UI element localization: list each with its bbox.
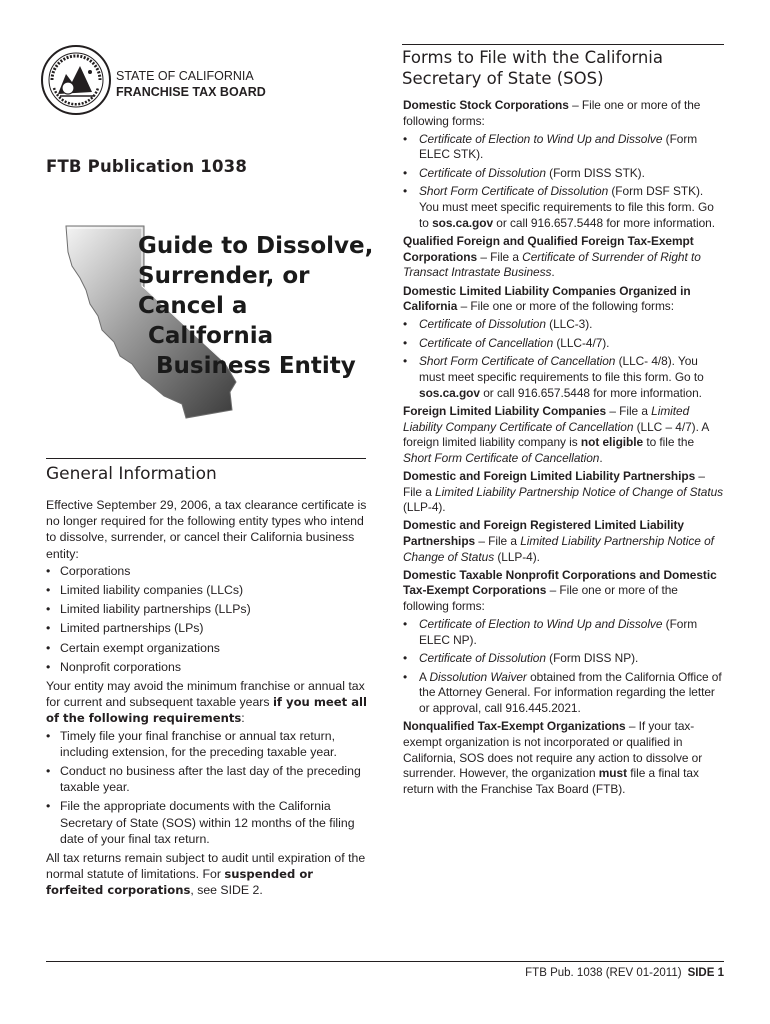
text-run: : <box>241 711 245 726</box>
general-info-body <box>46 497 368 899</box>
np-form-list <box>403 617 725 717</box>
entity-heading: Domestic Taxable Nonprofit Corporations and Domestic Tax-Exempt Corporations <box>403 567 717 598</box>
text-run: obtained from the California Office of the Attorney General. For information regarding the letter or approval, call 916.445.2021. <box>419 669 722 715</box>
emphasis-text: suspended or forfeited corporations <box>46 867 314 898</box>
general-intro: Effective September 29, 2006, a tax clearance certificate is no longer required for the following entity types who intend to dissolve, surrender, or cancel their California business entity: <box>46 498 367 561</box>
text-run: – File a <box>475 533 521 548</box>
text-run: . <box>551 265 555 280</box>
section-rule <box>46 458 366 459</box>
entity-heading: Qualified Foreign and Qualified Foreign Tax-Exempt Corporations <box>403 234 694 264</box>
agency-state: STATE OF CALIFORNIA <box>116 69 254 83</box>
page-footer <box>525 967 724 979</box>
california-seal-icon <box>40 44 112 116</box>
text-run: – File one or more of the following forms: <box>457 299 674 314</box>
title-line: Cancel a <box>138 293 248 319</box>
text-run: (LLC- 4/8). You must meet specific requirements to file this form. Go to <box>419 354 704 384</box>
text-run: (LLC-3). <box>545 317 593 332</box>
entity-heading: Nonqualified Tax-Exempt Organizations <box>403 719 626 734</box>
rllp-paragraph <box>403 518 725 565</box>
form-name: Certificate of Surrender of Right to Transact Intrastate Business <box>403 249 701 280</box>
text-run: – File one or more of the following forms: <box>403 98 701 128</box>
form-name: Short Form Certificate of Cancellation <box>419 354 616 369</box>
form-name: Dissolution Waiver <box>429 669 527 684</box>
requirement-list <box>46 728 368 847</box>
text-run: (Form ELEC STK). <box>419 131 698 162</box>
form-name: Certificate of Election to Wind Up and Dissolve <box>419 616 663 631</box>
text-run: (LLC-4/7). <box>553 335 610 350</box>
np-paragraph <box>403 568 725 615</box>
forms-body <box>403 98 725 800</box>
form-name: Short Form Certificate of Cancellation <box>403 450 600 465</box>
general-info-heading: General Information <box>46 464 217 484</box>
list-item <box>403 670 725 717</box>
list-item <box>403 184 725 231</box>
title-line: Guide to Dissolve, <box>138 233 374 259</box>
form-name: Certificate of Cancellation <box>419 335 554 350</box>
list-item: • Certain exempt organizations <box>46 640 368 656</box>
list-item: • File the appropriate documents with the California Secretary of State (SOS) within 12 months of the filing date of your final tax return. <box>46 798 368 847</box>
text-run: , see SIDE 2. <box>190 883 263 898</box>
form-name: Certificate of Dissolution <box>419 165 546 180</box>
dllc-paragraph <box>403 284 725 315</box>
text-run: to file the <box>643 435 695 450</box>
closing-paragraph <box>46 850 368 899</box>
list-item: • Corporations <box>46 563 368 579</box>
text-run: (LLP-4). <box>403 500 446 515</box>
list-item: • Limited partnerships (LPs) <box>46 620 368 636</box>
qfc-paragraph <box>403 234 725 281</box>
text-run: or call 916.657.5448 for more information. <box>493 215 715 230</box>
sos-link[interactable]: sos.ca.gov <box>419 385 480 400</box>
list-item <box>403 336 725 352</box>
text-run: – File a <box>606 404 652 419</box>
form-name: Certificate of Dissolution <box>419 651 546 666</box>
text-run: (Form DSF STK). You must meet specific requirements to file this form. Go to <box>419 184 714 230</box>
list-item: • Timely file your final franchise or annual tax return, including extension, for the preceding taxable year. <box>46 728 368 760</box>
text-run: file a final tax return with the Franchise Tax Board (FTB). <box>403 766 699 796</box>
text-run: A <box>419 669 430 684</box>
text-run: – File a <box>477 249 523 264</box>
entity-heading: Domestic and Foreign Registered Limited Liability Partnerships <box>403 518 684 548</box>
form-name: Limited Liability Partnership Notice of Change of Status <box>435 484 724 499</box>
title-line: Surrender, or <box>138 263 310 289</box>
list-item <box>403 617 725 648</box>
form-name: Short Form Certificate of Dissolution <box>419 184 609 199</box>
text-run: (Form ELEC NP). <box>419 616 698 647</box>
list-item <box>403 354 725 401</box>
entity-type-list <box>46 563 368 675</box>
text-run: – If your tax-exempt organization is not incorporated or qualified in California, SOS does not require any action to dissolve or surrender. However, the organization <box>403 719 703 781</box>
list-item: • Limited liability partnerships (LLPs) <box>46 601 368 617</box>
list-item <box>403 317 725 333</box>
text-run: (LLP-4). <box>494 549 540 564</box>
dsc-paragraph <box>403 98 725 129</box>
text-run: – File a <box>403 469 705 499</box>
list-item <box>403 651 725 667</box>
text-run: or call 916.657.5448 for more information. <box>479 385 702 400</box>
title-line: Business Entity <box>156 353 356 379</box>
dllc-form-list <box>403 317 725 401</box>
emphasis-text: if you meet all of the following requirements <box>46 695 367 726</box>
emphasis-text: must <box>598 766 627 781</box>
footer-rule <box>46 961 724 962</box>
entity-heading: Domestic Stock Corporations <box>403 98 569 112</box>
title-line: California <box>148 323 274 349</box>
forms-heading: Forms to File with the California Secretary of State (SOS) <box>402 48 663 88</box>
text-run: (Form DISS STK). <box>545 165 645 180</box>
agency-block <box>116 68 266 100</box>
emphasis-text: not eligible <box>580 435 644 450</box>
publication-title <box>138 231 373 381</box>
form-name: Certificate of Dissolution <box>419 317 546 332</box>
text-run: . <box>599 450 603 465</box>
publication-number: FTB Publication 1038 <box>46 157 248 176</box>
sos-link[interactable]: sos.ca.gov <box>432 215 494 230</box>
text-run: (Form DISS NP). <box>545 651 639 666</box>
entity-heading: Domestic and Foreign Limited Liability Partnerships <box>403 469 696 484</box>
text-run: Your entity may avoid the minimum franchise or annual tax for current and subsequent taxable years <box>46 679 365 710</box>
list-item <box>403 166 725 182</box>
dsc-form-list <box>403 132 725 232</box>
section-rule <box>402 44 724 45</box>
list-item: • Limited liability companies (LLCs) <box>46 582 368 598</box>
fllc-paragraph <box>403 404 725 466</box>
agency-name: FRANCHISE TAX BOARD <box>116 85 266 99</box>
form-name: Limited Liability Company Certificate of Cancellation <box>403 404 690 434</box>
entity-heading: Foreign Limited Liability Companies <box>403 404 607 419</box>
form-name: Certificate of Election to Wind Up and Dissolve <box>419 131 663 146</box>
entity-heading: Domestic Limited Liability Companies Organized in California <box>403 283 691 314</box>
llp-paragraph <box>403 469 725 516</box>
nq-paragraph <box>403 719 725 797</box>
footer-side: SIDE 1 <box>687 967 724 979</box>
text-run: – File one or more of the following forms: <box>403 583 678 613</box>
list-item: • Conduct no business after the last day of the preceding taxable year. <box>46 763 368 795</box>
list-item: • Nonprofit corporations <box>46 659 368 675</box>
text-run: All tax returns remain subject to audit until expiration of the normal statute of limitations. For <box>46 851 366 882</box>
footer-pub: FTB Pub. 1038 (REV 01-2011) <box>525 967 682 979</box>
form-name: Limited Liability Partnership Notice of Change of Status <box>403 533 714 564</box>
list-item <box>403 132 725 163</box>
text-run: (LLC – 4/7). A foreign limited liability company is <box>403 419 709 450</box>
avoid-tax-paragraph <box>46 678 368 727</box>
